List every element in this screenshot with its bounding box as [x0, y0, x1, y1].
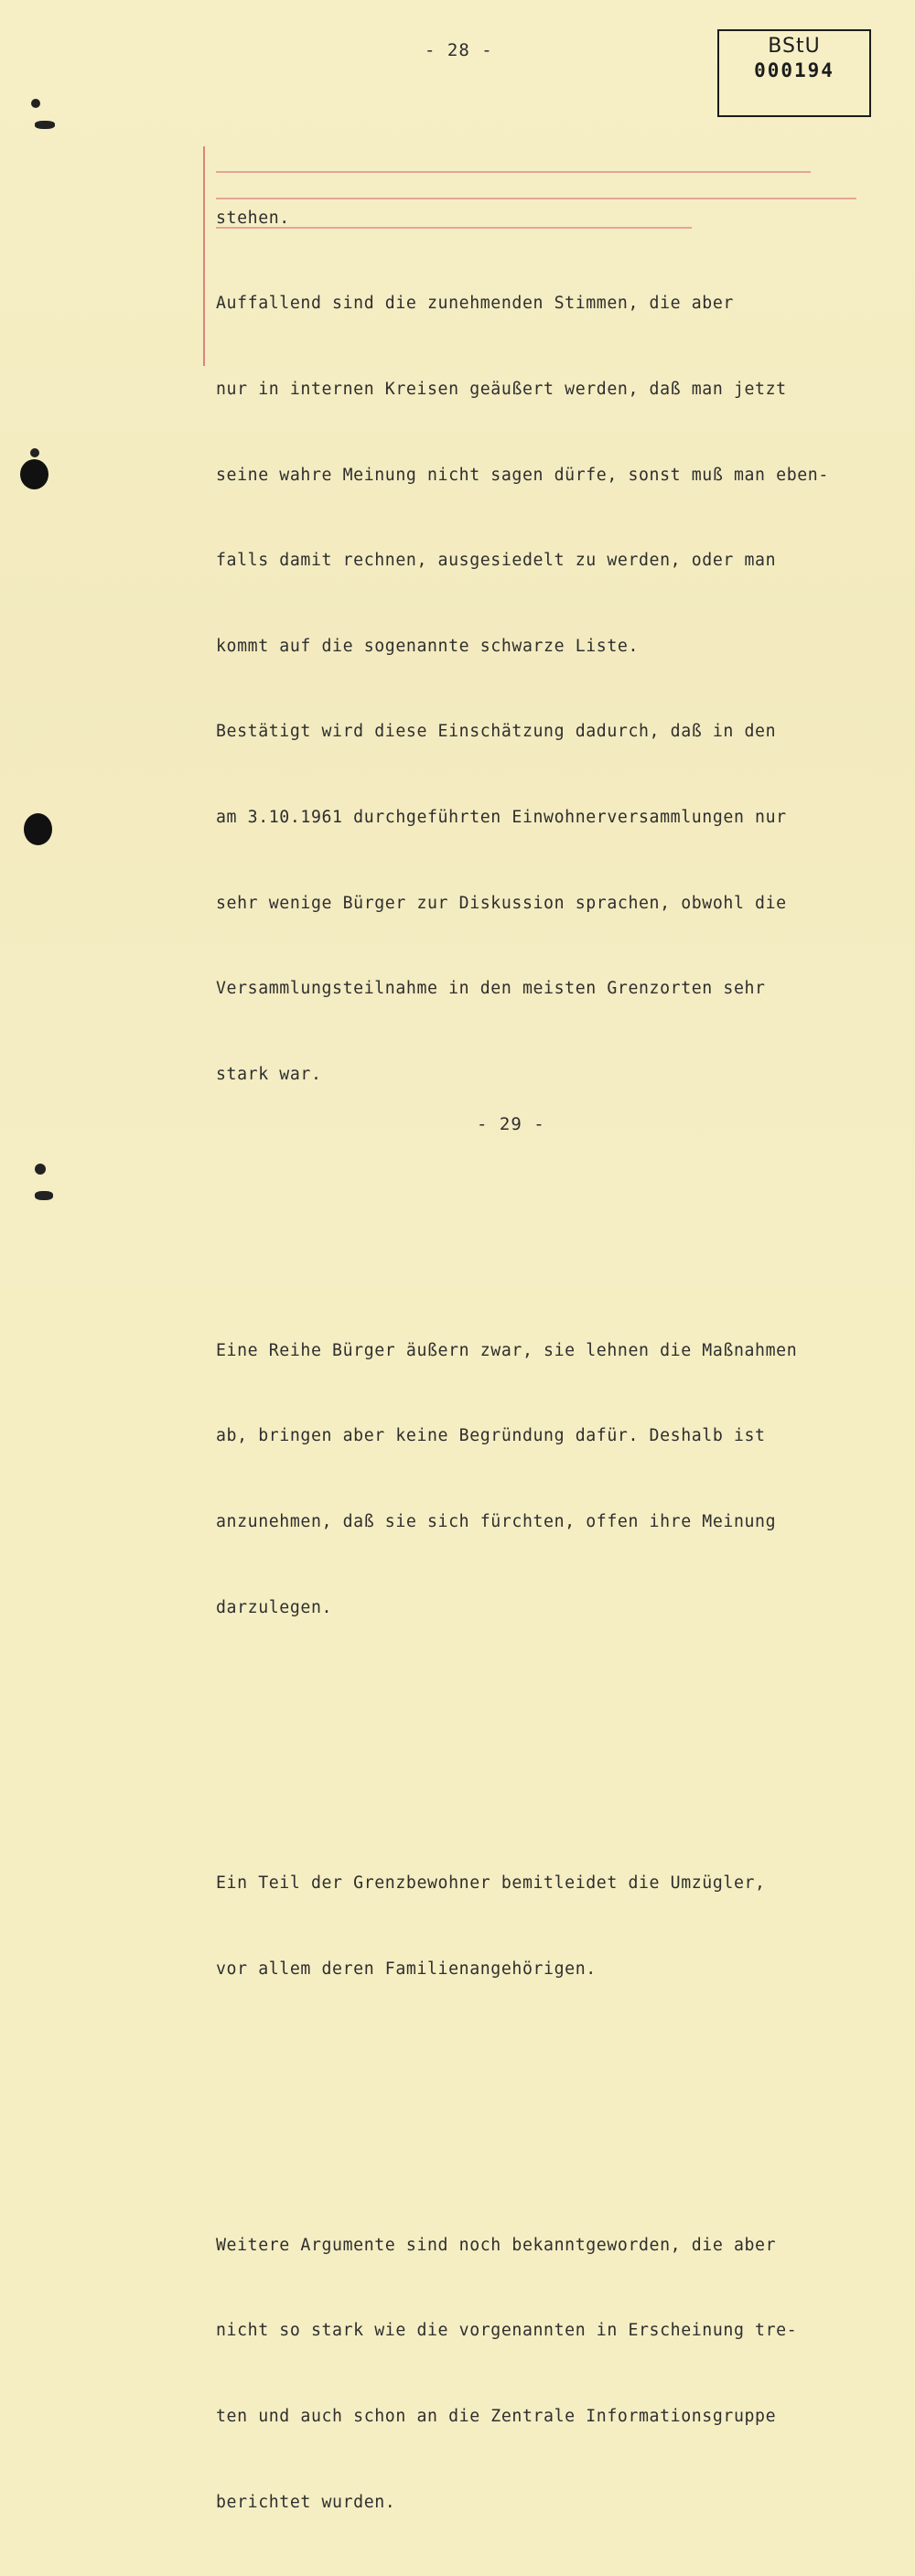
- text-line: ab, bringen aber keine Begründung dafür. Deshalb ist: [216, 1426, 766, 1446]
- punch-hole: [20, 459, 48, 489]
- text-line: Versammlungsteilnahme in den meisten Grenzorten sehr: [216, 979, 766, 999]
- text-line: stehen.: [216, 208, 290, 228]
- paragraph-gap: [216, 2098, 875, 2117]
- text-line: Auffallend sind die zunehmenden Stimmen, die aber: [216, 294, 734, 314]
- text-line: Bestätigt wird diese Einschätzung dadurch, daß in den: [216, 722, 777, 742]
- punch-mark: [35, 1191, 53, 1200]
- page-number-top: - 28 -: [425, 40, 493, 60]
- text-line: ten und auch schon an die Zentrale Informationsgruppe: [216, 2407, 777, 2427]
- paragraph-gap: [216, 1203, 875, 1222]
- stamp-title: BStU: [768, 35, 821, 58]
- text-line: berichtet wurden.: [216, 2492, 396, 2512]
- text-line: falls damit rechnen, ausgesiedelt zu werden, oder man: [216, 551, 777, 571]
- text-line: darzulegen.: [216, 1597, 333, 1617]
- text-line: Ein Teil der Grenzbewohner bemitleidet die Umzügler,: [216, 1873, 766, 1894]
- paragraph-1: [216, 146, 875, 1145]
- text-line: nicht so stark wie die vorgenannten in Erscheinung tre-: [216, 2321, 798, 2341]
- text-line: seine wahre Meinung nicht sagen dürfe, sonst muß man eben-: [216, 465, 829, 485]
- text-line: anzunehmen, daß sie sich fürchten, offen ihre Meinung: [216, 1511, 777, 1531]
- paragraph-3: [216, 1812, 875, 2041]
- paragraph-2: [216, 1279, 875, 1679]
- text-line: kommt auf die sogenannte schwarze Liste.: [216, 636, 639, 656]
- text-line: nur in internen Kreisen geäußert werden, daß man jetzt: [216, 380, 787, 400]
- punch-mark: [35, 121, 55, 129]
- punch-hole: [24, 813, 52, 845]
- text-line: Weitere Argumente sind noch bekanntgeworden, die aber: [216, 2235, 777, 2255]
- text-line: Eine Reihe Bürger äußern zwar, sie lehnen die Maßnahmen: [216, 1340, 798, 1360]
- text-line: sehr wenige Bürger zur Diskussion sprachen, obwohl die: [216, 893, 787, 913]
- text-line: stark war.: [216, 1064, 322, 1084]
- next-page-indicator: - 29 -: [477, 1114, 545, 1134]
- punch-mark: [31, 99, 40, 108]
- paragraph-gap: [216, 1736, 875, 1755]
- document-body: [216, 90, 875, 2576]
- text-line: am 3.10.1961 durchgeführten Einwohnerversammlungen nur: [216, 808, 787, 828]
- stamp-number: 000194: [754, 59, 834, 81]
- text-line: vor allem deren Familienangehörigen.: [216, 1959, 597, 1979]
- punch-mark: [35, 1164, 46, 1175]
- paragraph-4: [216, 2174, 875, 2573]
- red-margin-mark: [203, 146, 205, 366]
- punch-mark: [30, 448, 39, 457]
